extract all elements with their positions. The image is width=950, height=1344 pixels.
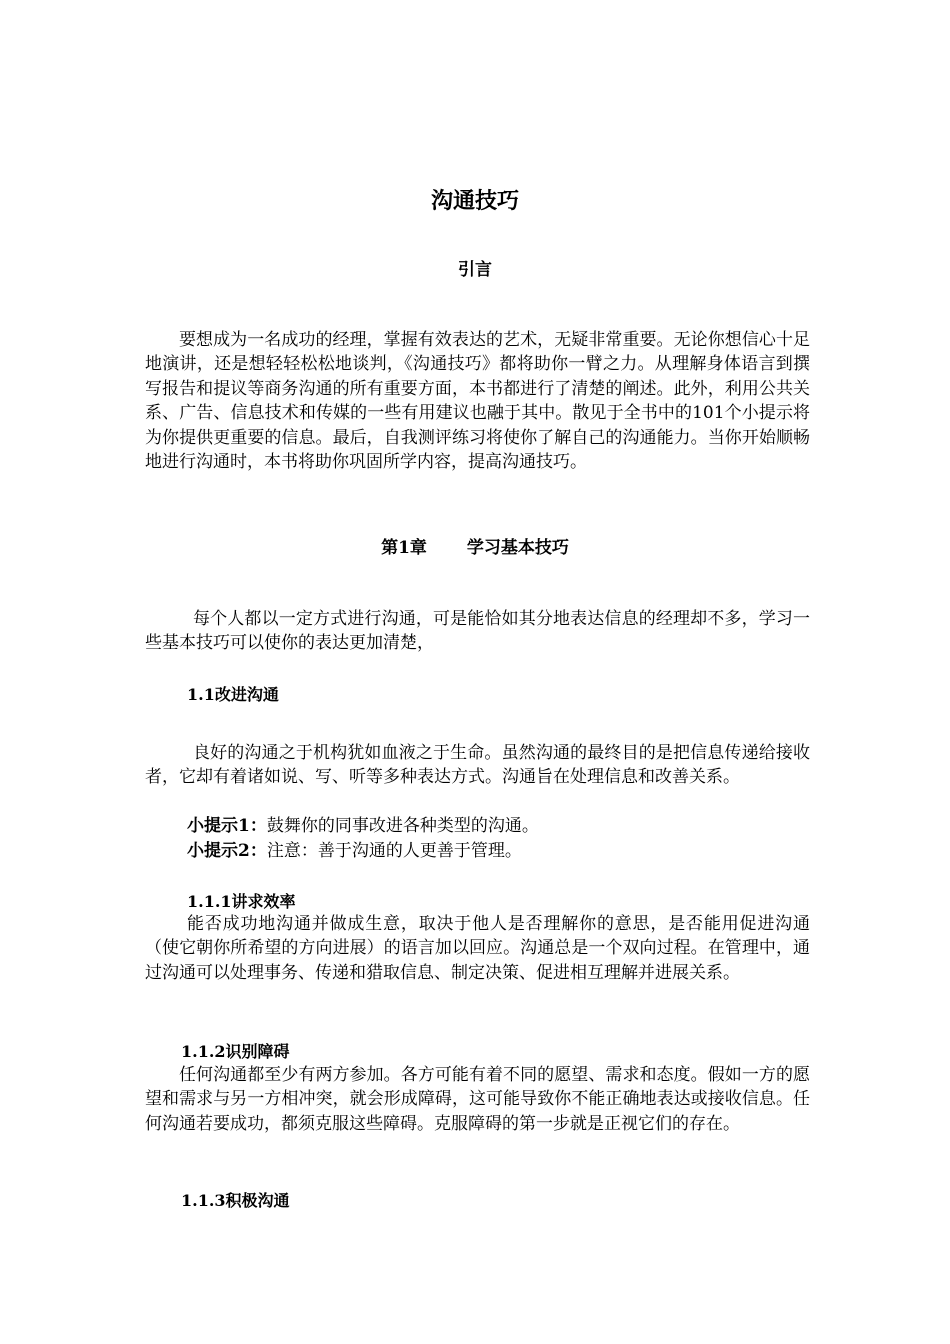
section-1-1-heading: 1.1改进沟通	[187, 685, 279, 704]
section-1-1-2-paragraph: 任何沟通都至少有两方参加。各方可能有着不同的愿望、需求和态度。假如一方的愿望和需求与另一方相冲突，就会形成障碍，这可能导致你不能正确地表达或接收信息。任何沟通若要成功，都须克服这些障碍。克服障碍的第一步就是正视它们的存在。	[145, 1065, 810, 1134]
chapter-number: 第1章	[381, 538, 427, 558]
chapter-heading	[0, 533, 950, 558]
tip-1-label: 小提示1：	[187, 816, 267, 836]
section-1-1-2-heading: 1.1.2识别障碍	[181, 1042, 290, 1061]
intro-heading: 引言	[458, 260, 492, 280]
tip-1-text: 鼓舞你的同事改进各种类型的沟通。	[266, 816, 539, 836]
tip-2-label: 小提示2：	[187, 841, 267, 861]
document-title: 沟通技巧	[430, 188, 519, 214]
chapter-title: 学习基本技巧	[466, 538, 569, 558]
tip-1	[187, 814, 539, 838]
chapter-paragraph: 每个人都以一定方式进行沟通，可是能恰如其分地表达信息的经理却不多，学习一些基本技巧可以使你的表达更加清楚，	[145, 609, 810, 654]
section-1-1-3-heading: 1.1.3积极沟通	[181, 1191, 290, 1210]
tip-2	[187, 839, 522, 863]
tip-2-text: 注意：善于沟通的人更善于管理。	[266, 841, 522, 861]
section-1-1-1-heading: 1.1.1讲求效率	[187, 892, 296, 911]
intro-paragraph: 要想成为一名成功的经理，掌握有效表达的艺术，无疑非常重要。无论你想信心十足地演讲，还是想轻轻松松地谈判，《沟通技巧》都将助你一臂之力。从理解身体语言到撰写报告和提议等商务沟通的所有重要方面，本书都进行了清楚的阐述。此外，利用公共关系、广告、信息技术和传媒的一些有用建议也融于其中。散见于全书中的101个小提示将为你提供更重要的信息。最后，自我测评练习将使你了解自己的沟通能力。当你开始顺畅地进行沟通时，本书将助你巩固所学内容，提高沟通技巧。	[145, 330, 810, 473]
section-1-1-1-paragraph: 能否成功地沟通并做成生意，取决于他人是否理解你的意思，是否能用促进沟通（使它朝你所希望的方向进展）的语言加以回应。沟通总是一个双向过程。在管理中，通过沟通可以处理事务、传递和猎取信息、制定决策、促进相互理解并进展关系。	[145, 914, 810, 983]
section-1-1-paragraph: 良好的沟通之于机构犹如血液之于生命。虽然沟通的最终目的是把信息传递给接收者，它却有着诸如说、写、听等多种表达方式。沟通旨在处理信息和改善关系。	[145, 743, 810, 788]
